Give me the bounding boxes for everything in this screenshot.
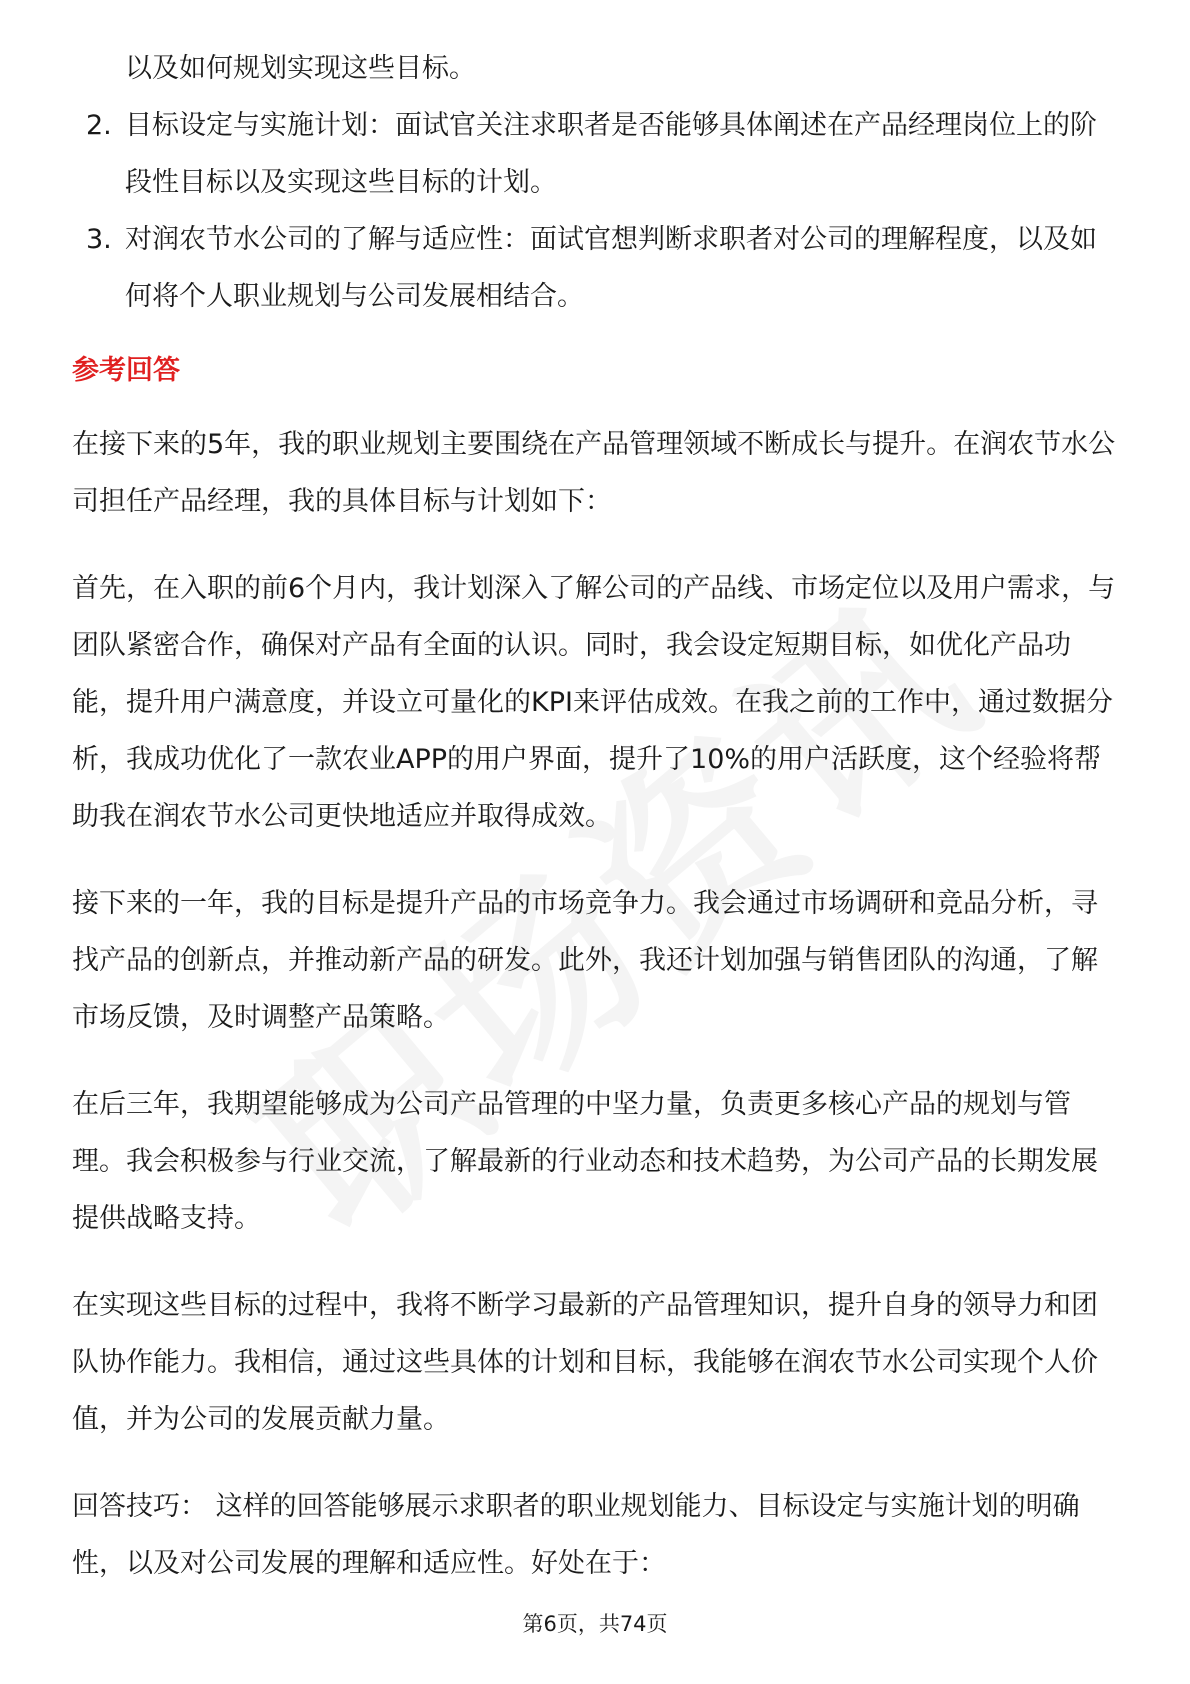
list-item	[72, 211, 1122, 325]
criteria-list	[72, 97, 1122, 325]
list-number: 3.	[86, 224, 112, 255]
paragraph: 首先，在入职的前6个月内，我计划深入了解公司的产品线、市场定位以及用户需求，与团队紧密合作，确保对产品有全面的认识。同时，我会设定短期目标，如优化产品功能，提升用户满意度，并设立可量化的KPI来评估成效。在我之前的工作中，通过数据分析，我成功优化了一款农业APP的用户界面，提升了10%的用户活跃度，这个经验将帮助我在润农节水公司更快地适应并取得成效。	[72, 573, 1116, 832]
paragraph: 接下来的一年，我的目标是提升产品的市场竞争力。我会通过市场调研和竞品分析，寻找产品的创新点，并推动新产品的研发。此外，我还计划加强与销售团队的沟通，了解市场反馈，及时调整产品策略。	[72, 888, 1098, 1033]
list-item-continuation: 以及如何规划实现这些目标。	[125, 53, 476, 84]
page-footer: 第6页，共74页	[522, 1612, 668, 1636]
list-item	[72, 97, 1122, 211]
paragraph: 在实现这些目标的过程中，我将不断学习最新的产品管理知识，提升自身的领导力和团队协作能力。我相信，通过这些具体的计划和目标，我能够在润农节水公司实现个人价值，并为公司的发展贡献力量。	[72, 1290, 1098, 1435]
document-body	[72, 40, 1122, 1592]
list-number: 2.	[86, 110, 112, 141]
list-item-text: 对润农节水公司的了解与适应性：面试官想判断求职者对公司的理解程度，以及如何将个人职业规划与公司发展相结合。	[125, 224, 1097, 312]
list-item-text: 目标设定与实施计划：面试官关注求职者是否能够具体阐述在产品经理岗位上的阶段性目标以及实现这些目标的计划。	[125, 110, 1097, 198]
paragraph-tips: 回答技巧： 这样的回答能够展示求职者的职业规划能力、目标设定与实施计划的明确性，以及对公司发展的理解和适应性。好处在于：	[72, 1491, 1080, 1579]
answer-heading: 参考回答	[72, 355, 180, 386]
paragraph: 在接下来的5年，我的职业规划主要围绕在产品管理领域不断成长与提升。在润农节水公司担任产品经理，我的具体目标与计划如下：	[72, 429, 1116, 517]
paragraph: 在后三年，我期望能够成为公司产品管理的中坚力量，负责更多核心产品的规划与管理。我会积极参与行业交流，了解最新的行业动态和技术趋势，为公司产品的长期发展提供战略支持。	[72, 1089, 1098, 1234]
